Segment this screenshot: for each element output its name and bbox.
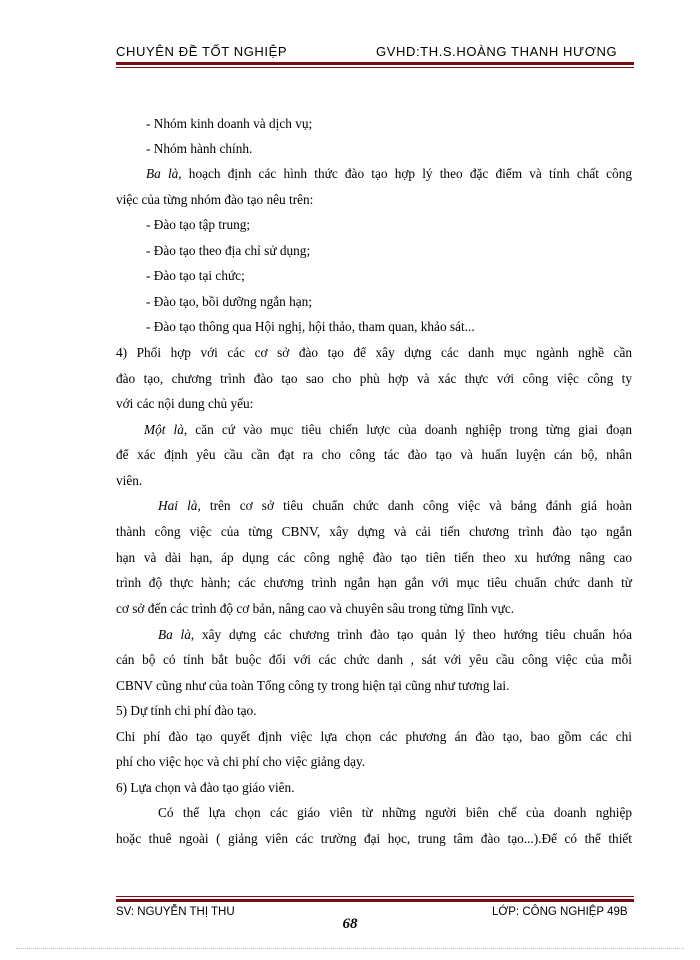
header-rule-thin [116,67,634,68]
text-line: - Đào tạo thông qua Hội nghị, hội thảo, tham quan, khảo sát... [146,319,475,334]
text-line: 6) Lựa chọn và đào tạo giáo viên. [116,780,295,795]
text-line [144,422,632,438]
text-line: cán bộ có tính bắt buộc đối với các chức danh , sát với yêu cầu công việc của mỗi [116,652,632,667]
page-break-divider [16,948,684,949]
text-line: CBNV cũng như của toàn Tổng công ty trong hiện tại cũng như tương lai. [116,678,510,693]
text-line: - Đào tạo tại chức; [146,268,245,283]
footer-rule-thin [116,896,634,897]
header-rule-thick [116,62,634,65]
text-line: đào tạo, chương trình đào tạo sao cho phù hợp và xác thực với công việc công ty [116,371,632,386]
text-line: - Đào tạo, bồi dưỡng ngắn hạn; [146,294,313,309]
footer-rule-thick [116,899,634,902]
header-right: GVHD:TH.S.HOÀNG THANH HƯƠNG [376,44,618,59]
text-line: việc của từng nhóm đào tạo nêu trên: [116,192,314,207]
text-line: để xác định yêu cầu cần đạt ra cho công tác đào tạo và huấn luyện cán bộ, nhân [116,447,632,462]
emphasis: Một là [144,422,184,437]
text-line [146,166,632,182]
text-line [158,498,632,514]
text-line: cơ sở đến các trình độ cơ bản, nâng cao và chuyên sâu trong từng lĩnh vực. [116,601,515,616]
text-line: Chi phí đào tạo quyết định việc lựa chọn các phương án đào tạo, bao gồm các chi [116,729,632,744]
text-line: thành công việc của từng CBNV, xây dựng và cải tiến chương trình đào tạo ngắn [116,524,632,539]
emphasis: Ba là, [146,166,182,181]
text-line: hoặc thuê ngoài ( giảng viên các trường đại học, trung tâm đào tạo...).Để có thể thiết [116,831,632,846]
text-line: trình độ thực hành; các chương trình ngắn hạn gắn với mục tiêu chuẩn chức danh từ [116,575,632,590]
text-span: , xây dựng các chương trình đào tạo quản lý theo hướng tiêu chuẩn hóa [190,627,632,642]
text-line: viên. [116,473,143,488]
text-span: hoạch định các hình thức đào tạo hợp lý theo đặc điểm và tính chất công [181,166,632,181]
footer-left: SV: NGUYỄN THỊ THU [116,906,235,918]
text-line: - Đào tạo tập trung; [146,217,251,232]
header-left: CHUYÊN ĐỀ TỐT NGHIỆP [116,44,288,59]
text-line: - Nhóm hành chính. [146,141,253,156]
text-line: - Nhóm kinh doanh và dịch vụ; [146,116,313,131]
page-number: 68 [342,916,358,932]
emphasis: Ba là [158,627,191,642]
text-line: phí cho việc học và chi phí cho việc giảng dạy. [116,754,366,769]
text-line: hạn và dài hạn, áp dụng các công nghệ đào tạo tiên tiến theo xu hướng nâng cao [116,550,632,565]
text-span: , căn cứ vào mục tiêu chiến lược của doanh nghiệp trong từng giai đoạn [183,422,632,437]
text-span: , trên cơ sở tiêu chuẩn chức danh công việc và bảng đánh giá hoàn [197,498,632,513]
text-line: Có thể lựa chọn các giáo viên từ những người biên chế của doanh nghiệp [158,805,632,820]
emphasis: Hai là [158,498,198,513]
text-line: với các nội dung chủ yếu: [116,396,254,411]
text-line [158,627,632,643]
text-line: - Đào tạo theo địa chỉ sử dụng; [146,243,311,258]
footer-right: LỚP: CÔNG NGHIỆP 49B [492,906,628,918]
text-line: 5) Dự tính chi phí đào tạo. [116,703,257,718]
text-line: 4) Phối hợp với các cơ sở đào tạo để xây dựng các danh mục ngành nghề cần [116,345,632,360]
